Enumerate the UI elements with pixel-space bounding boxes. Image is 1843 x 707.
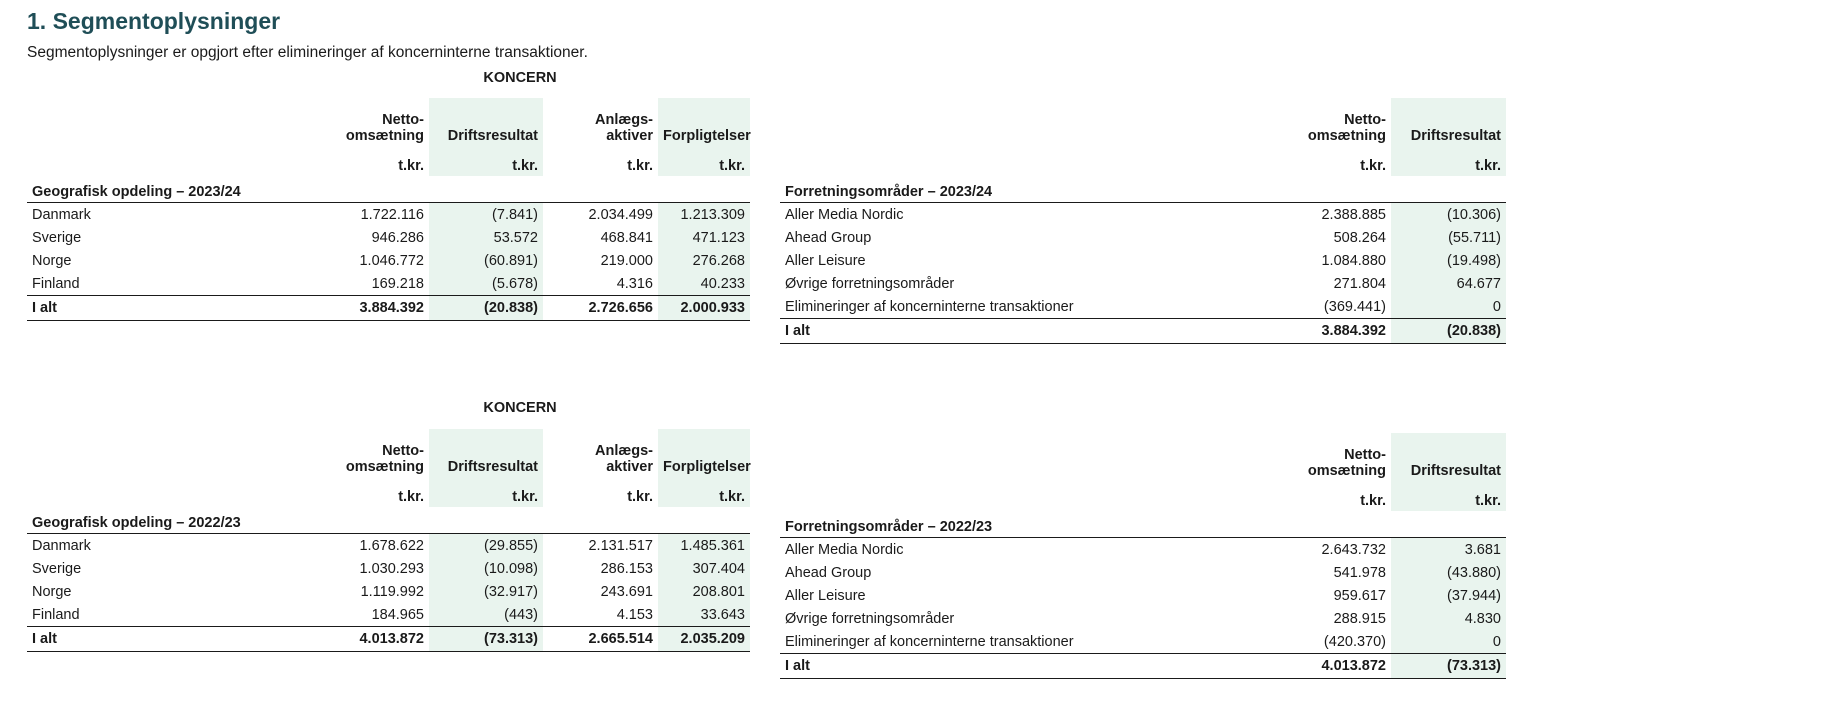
unit-label: t.kr. <box>627 489 653 505</box>
cell-value: 271.804 <box>1333 275 1386 292</box>
cell-value: 2.034.499 <box>588 206 653 223</box>
cell-value: (19.498) <box>1391 249 1506 272</box>
table-row <box>27 226 750 249</box>
cell-value: 243.691 <box>600 583 653 600</box>
total-label: I alt <box>27 296 307 321</box>
total-label: I alt <box>780 319 1277 344</box>
total-value: (73.313) <box>1391 654 1506 679</box>
cell-value: 40.233 <box>658 272 750 296</box>
table-row <box>780 538 1506 562</box>
table-row <box>27 580 750 603</box>
table-row <box>780 561 1506 584</box>
total-row <box>780 654 1506 679</box>
unit-label: t.kr. <box>429 148 543 176</box>
total-value: (73.313) <box>429 627 543 652</box>
cell-value: (32.917) <box>429 580 543 603</box>
table-row <box>780 272 1506 295</box>
cell-value: (369.441) <box>1323 298 1386 315</box>
cell-value: 1.678.622 <box>359 537 424 554</box>
column-header: Driftsresultat <box>1391 98 1506 148</box>
cell-value: 541.978 <box>1333 564 1386 581</box>
section-title-spacer <box>1391 176 1506 203</box>
cell-value: 1.084.880 <box>1321 252 1386 269</box>
row-label: Aller Leisure <box>785 587 866 604</box>
unit-corner <box>27 479 307 507</box>
row-label: Elimineringer af koncerninterne transaktioner <box>785 298 1074 315</box>
cell-value: (420.370) <box>1323 633 1386 650</box>
row-label: Øvrige forretningsområder <box>785 275 955 292</box>
section-title-spacer <box>1391 511 1506 538</box>
total-row <box>27 296 750 321</box>
column-header: Forpligtelser <box>658 429 750 479</box>
section-title-spacer <box>1277 176 1391 203</box>
table-row <box>780 607 1506 630</box>
business-table-2022 <box>780 433 1506 679</box>
unit-label: t.kr. <box>1391 483 1506 511</box>
row-label: Norge <box>32 583 72 600</box>
total-value: 2.726.656 <box>543 296 658 321</box>
page-subtitle: Segmentoplysninger er opgjort efter elimineringer af koncerninterne transaktioner. <box>27 44 588 61</box>
table-row <box>27 557 750 580</box>
column-header: Netto- omsætning <box>345 443 424 475</box>
cell-value: 1.722.116 <box>360 206 424 223</box>
unit-label: t.kr. <box>398 158 424 174</box>
table-row <box>780 584 1506 607</box>
corner-cell <box>27 429 307 479</box>
table-row <box>780 203 1506 227</box>
cell-value: (55.711) <box>1391 226 1506 249</box>
total-row <box>780 319 1506 344</box>
unit-label: t.kr. <box>658 479 750 507</box>
total-value: 3.884.392 <box>307 296 429 321</box>
row-label: Ahead Group <box>785 229 872 246</box>
cell-value: 219.000 <box>600 252 653 269</box>
cell-value: (10.306) <box>1391 203 1506 227</box>
row-label: Aller Media Nordic <box>785 541 904 558</box>
unit-label: t.kr. <box>1391 148 1506 176</box>
column-header: Anlægs- aktiver <box>595 443 653 475</box>
unit-label: t.kr. <box>658 148 750 176</box>
cell-value: 471.123 <box>658 226 750 249</box>
table-section-title: Geografisk opdeling – 2022/23 <box>27 507 307 534</box>
total-value: (20.838) <box>1391 319 1506 344</box>
column-header: Netto- omsætning <box>1307 447 1386 479</box>
cell-value: 1.030.293 <box>359 560 424 577</box>
geo-table-2023 <box>27 98 750 321</box>
cell-value: 2.643.732 <box>1321 541 1386 558</box>
cell-value: 0 <box>1391 630 1506 654</box>
total-row <box>27 627 750 652</box>
table-row <box>27 534 750 558</box>
total-value: 4.013.872 <box>307 627 429 652</box>
group-label-bottom: KONCERN <box>483 400 557 416</box>
business-table-2023 <box>780 98 1506 344</box>
geo-table-2022 <box>27 429 750 652</box>
cell-value: 1.485.361 <box>658 534 750 558</box>
cell-value: 276.268 <box>658 249 750 272</box>
table-row <box>780 295 1506 319</box>
row-label: Sverige <box>32 229 82 246</box>
section-title-spacer <box>543 176 658 203</box>
cell-value: 64.677 <box>1391 272 1506 295</box>
corner-cell <box>27 98 307 148</box>
section-title-spacer <box>543 507 658 534</box>
cell-value: 4.830 <box>1391 607 1506 630</box>
unit-label: t.kr. <box>429 479 543 507</box>
section-title-spacer <box>429 507 543 534</box>
page-title: 1. Segmentoplysninger <box>27 8 281 34</box>
row-label: Sverige <box>32 560 82 577</box>
table-section-title: Forretningsområder – 2023/24 <box>780 176 1277 203</box>
row-label: Danmark <box>32 537 91 554</box>
section-title-spacer <box>658 507 750 534</box>
row-label: Norge <box>32 252 72 269</box>
total-label: I alt <box>27 627 307 652</box>
table-row <box>27 272 750 296</box>
column-header: Driftsresultat <box>429 98 543 148</box>
column-header: Anlægs- aktiver <box>595 112 653 144</box>
row-label: Aller Leisure <box>785 252 866 269</box>
total-value: 2.665.514 <box>543 627 658 652</box>
total-label: I alt <box>780 654 1277 679</box>
unit-label: t.kr. <box>1360 493 1386 509</box>
cell-value: 959.617 <box>1333 587 1386 604</box>
cell-value: 307.404 <box>658 557 750 580</box>
column-header: Driftsresultat <box>1391 433 1506 483</box>
total-value: 3.884.392 <box>1277 319 1391 344</box>
cell-value: 1.046.772 <box>359 252 424 269</box>
row-label: Elimineringer af koncerninterne transaktioner <box>785 633 1074 650</box>
cell-value: 4.153 <box>616 606 653 623</box>
cell-value: 2.131.517 <box>588 537 653 554</box>
table-row <box>27 203 750 227</box>
column-header: Forpligtelser <box>658 98 750 148</box>
cell-value: (37.944) <box>1391 584 1506 607</box>
cell-value: 288.915 <box>1333 610 1386 627</box>
cell-value: 286.153 <box>600 560 653 577</box>
group-label-top: KONCERN <box>483 70 557 86</box>
cell-value: 508.264 <box>1333 229 1386 246</box>
cell-value: 208.801 <box>658 580 750 603</box>
column-header: Netto- omsætning <box>345 112 424 144</box>
unit-corner <box>780 483 1277 511</box>
section-title-spacer <box>307 507 429 534</box>
table-row <box>780 630 1506 654</box>
table-row <box>780 249 1506 272</box>
column-header: Netto- omsætning <box>1307 112 1386 144</box>
cell-value: 1.213.309 <box>658 203 750 227</box>
cell-value: 0 <box>1391 295 1506 319</box>
total-value: 2.035.209 <box>658 627 750 652</box>
unit-label: t.kr. <box>1360 158 1386 174</box>
cell-value: 2.388.885 <box>1321 206 1386 223</box>
row-label: Ahead Group <box>785 564 872 581</box>
total-value: 2.000.933 <box>658 296 750 321</box>
section-title-spacer <box>1277 511 1391 538</box>
cell-value: 1.119.992 <box>360 583 424 600</box>
cell-value: (443) <box>429 603 543 627</box>
cell-value: (43.880) <box>1391 561 1506 584</box>
table-section-title: Geografisk opdeling – 2023/24 <box>27 176 307 203</box>
total-value: 4.013.872 <box>1277 654 1391 679</box>
table-row <box>27 249 750 272</box>
table-row <box>27 603 750 627</box>
row-label: Aller Media Nordic <box>785 206 904 223</box>
row-label: Finland <box>32 275 80 292</box>
cell-value: 169.218 <box>371 275 424 292</box>
cell-value: 4.316 <box>616 275 653 292</box>
cell-value: (60.891) <box>429 249 543 272</box>
cell-value: (29.855) <box>429 534 543 558</box>
row-label: Danmark <box>32 206 91 223</box>
section-title-spacer <box>429 176 543 203</box>
section-title-spacer <box>307 176 429 203</box>
cell-value: 53.572 <box>429 226 543 249</box>
row-label: Øvrige forretningsområder <box>785 610 955 627</box>
row-label: Finland <box>32 606 80 623</box>
unit-label: t.kr. <box>627 158 653 174</box>
unit-label: t.kr. <box>398 489 424 505</box>
cell-value: 946.286 <box>371 229 424 246</box>
unit-corner <box>27 148 307 176</box>
table-section-title: Forretningsområder – 2022/23 <box>780 511 1277 538</box>
cell-value: 184.965 <box>371 606 424 623</box>
cell-value: (10.098) <box>429 557 543 580</box>
corner-cell <box>780 433 1277 483</box>
cell-value: 468.841 <box>600 229 653 246</box>
corner-cell <box>780 98 1277 148</box>
table-row <box>780 226 1506 249</box>
cell-value: (5.678) <box>429 272 543 296</box>
column-header: Driftsresultat <box>429 429 543 479</box>
unit-corner <box>780 148 1277 176</box>
cell-value: 33.643 <box>658 603 750 627</box>
total-value: (20.838) <box>429 296 543 321</box>
cell-value: (7.841) <box>429 203 543 227</box>
cell-value: 3.681 <box>1391 538 1506 562</box>
section-title-spacer <box>658 176 750 203</box>
